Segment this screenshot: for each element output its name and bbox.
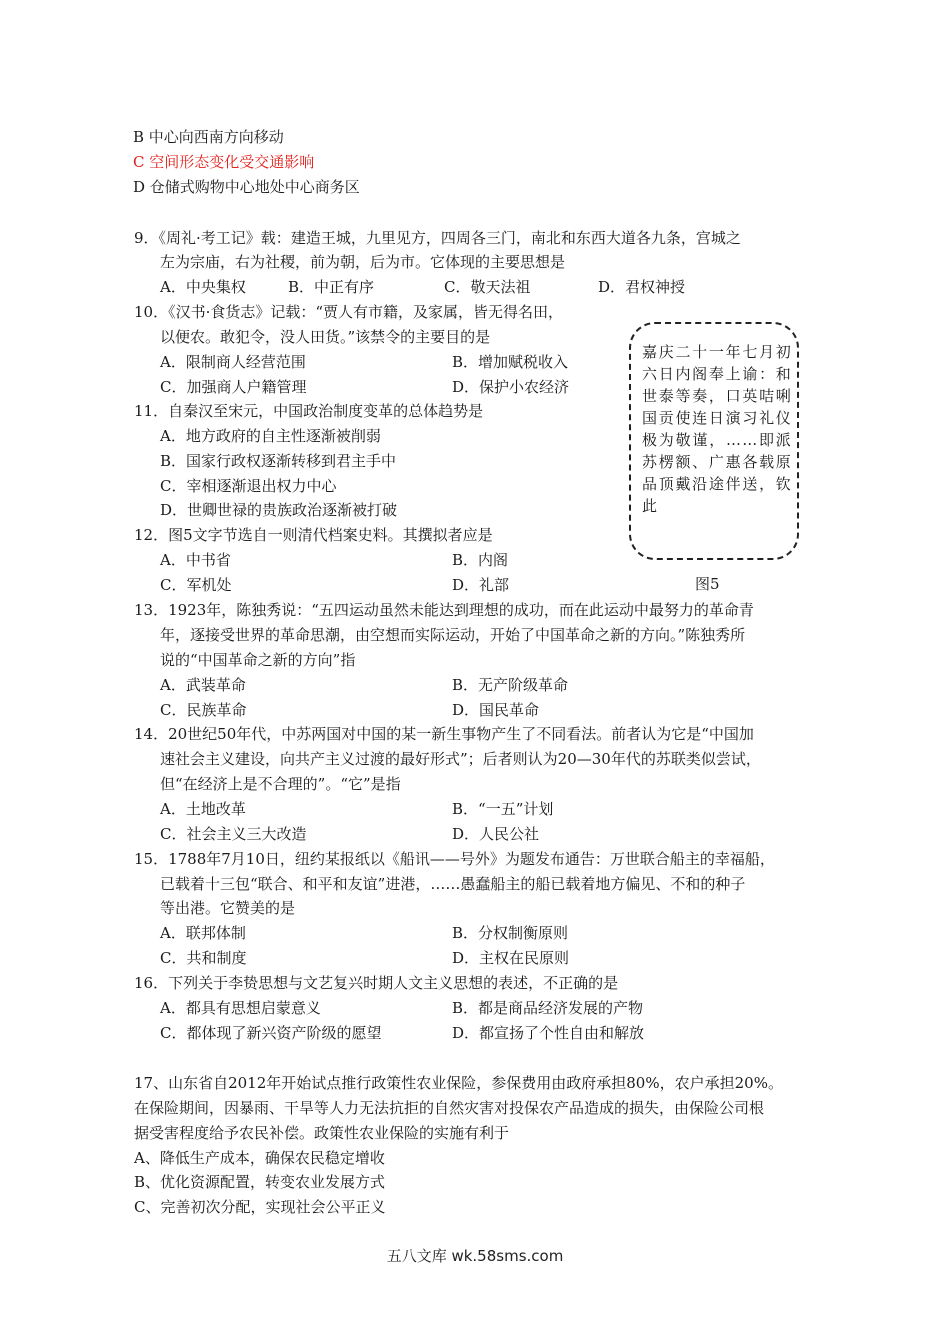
q11-stem: 11．自秦汉至宋元，中国政治制度变革的总体趋势是: [134, 402, 484, 420]
q17-option-a: A、降低生产成本，确保农民稳定增收: [134, 1149, 385, 1167]
q14-stem-line3: 但“在经济上是不合理的”。“它”是指: [160, 775, 401, 793]
q13-stem-line3: 说的“中国革命之新的方向”指: [160, 651, 356, 669]
prev-option-d: D 仓储式购物中心地处中心商务区: [133, 178, 360, 196]
q13-option-d: D．国民革命: [452, 701, 540, 719]
q12-option-d: D．礼部: [452, 576, 510, 594]
q12-option-b: B．内阁: [452, 551, 509, 569]
q13-stem-line1: 13．1923年，陈独秀说：“五四运动虽然未能达到理想的成功，而在此运动中最努力的革命青: [134, 601, 754, 619]
q15-option-c: C．共和制度: [160, 949, 247, 967]
q10-option-b: B．增加赋税收入: [452, 353, 569, 371]
q17-stem-line3: 据受害程度给予农民补偿。政策性农业保险的实施有利于: [134, 1124, 510, 1142]
q16-option-b: B．都是商品经济发展的产物: [452, 999, 644, 1017]
q13-option-b: B．无产阶级革命: [452, 676, 569, 694]
q11-option-c: C．宰相逐渐退出权力中心: [160, 477, 337, 495]
q10-stem-line1: 10．《汉书·食货志》记载：“贾人有市籍，及家属，皆无得名田，: [134, 303, 564, 321]
prev-option-c-highlighted: C 空间形态变化受交通影响: [133, 153, 315, 171]
q16-option-d: D．都宣扬了个性自由和解放: [452, 1024, 645, 1042]
q9-option-d: D．君权神授: [598, 278, 686, 296]
q15-option-b: B．分权制衡原则: [452, 924, 569, 942]
q13-option-a: A．武装革命: [160, 676, 246, 694]
q14-option-c: C．社会主义三大改造: [160, 825, 307, 843]
figure-5-label: 图5: [695, 575, 720, 593]
q14-stem-line2: 速社会主义建设，向共产主义过渡的最好形式”；后者则认为20—30年代的苏联类似尝试，: [160, 750, 761, 768]
prev-option-b: B 中心向西南方向移动: [133, 128, 284, 146]
q10-option-a: A．限制商人经营范围: [160, 353, 306, 371]
q11-option-a: A．地方政府的自主性逐渐被削弱: [160, 427, 381, 445]
q9-stem-line2: 左为宗庙，右为社稷，前为朝，后为市。它体现的主要思想是: [160, 253, 566, 271]
q11-option-d: D．世卿世禄的贵族政治逐渐被打破: [160, 501, 398, 519]
q14-option-b: B．“一五”计划: [452, 800, 554, 818]
q16-option-c: C．都体现了新兴资产阶级的愿望: [160, 1024, 382, 1042]
q10-option-c: C．加强商人户籍管理: [160, 378, 307, 396]
page-footer-watermark: 五八文库 wk.58sms.com: [386, 1247, 564, 1265]
q9-option-b: B．中正有序: [288, 278, 375, 296]
q17-option-b: B、优化资源配置，转变农业发展方式: [134, 1173, 386, 1191]
q14-option-a: A．土地改革: [160, 800, 246, 818]
q9-option-c: C．敬天法祖: [444, 278, 531, 296]
q15-stem-line3: 等出港。它赞美的是: [160, 899, 296, 917]
q10-option-d: D．保护小农经济: [452, 378, 570, 396]
q17-stem-line2: 在保险期间，因暴雨、干旱等人力无法抗拒的自然灾害对投保农产品造成的损失，由保险公司根: [134, 1099, 765, 1117]
q9-option-a: A．中央集权: [160, 278, 246, 296]
q15-stem-line1: 15．1788年7月10日，纽约某报纸以《船讯——号外》为题发布通告：万世联合船主的幸福船，: [134, 850, 775, 868]
q13-option-c: C．民族革命: [160, 701, 247, 719]
q11-option-b: B．国家行政权逐渐转移到君主手中: [160, 452, 397, 470]
q15-option-d: D．主权在民原则: [452, 949, 570, 967]
q15-option-a: A．联邦体制: [160, 924, 246, 942]
q15-stem-line2: 已载着十三包“联合、和平和友谊”进港，……愚蠢船主的船已载着地方偏见、不和的种子: [160, 875, 746, 893]
q14-stem-line1: 14．20世纪50年代，中苏两国对中国的某一新生事物产生了不同看法。前者认为它是“中国加: [134, 725, 754, 743]
q12-option-c: C．军机处: [160, 576, 232, 594]
q9-stem-line1: 9．《周礼·考工记》载：建造王城，九里见方，四周各三门，南北和东西大道各九条，宫城之: [134, 229, 741, 247]
q12-option-a: A．中书省: [160, 551, 231, 569]
q13-stem-line2: 年，逐接受世界的革命思潮，由空想而实际运动，开始了中国革命之新的方向。”陈独秀所: [160, 626, 746, 644]
q17-option-c: C、完善初次分配，实现社会公平正义: [134, 1198, 386, 1216]
q16-option-a: A．都具有思想启蒙意义: [160, 999, 321, 1017]
q10-stem-line2: 以便农。敢犯令，没人田货。”该禁令的主要目的是: [160, 328, 491, 346]
q16-stem: 16．下列关于李贽思想与文艺复兴时期人文主义思想的表述，不正确的是: [134, 974, 619, 992]
q14-option-d: D．人民公社: [452, 825, 540, 843]
q17-stem-line1: 17、山东省自2012年开始试点推行政策性农业保险，参保费用由政府承担80%，农户承担20%。: [134, 1074, 783, 1092]
q12-stem: 12．图5文字节选自一则清代档案史料。其撰拟者应是: [134, 526, 493, 544]
figure-5-text: 嘉庆二十一年七月初六日内阁奉上谕：和世泰等奏，口英咭唎国贡使连日演习礼仪极为敬谨，……即派苏楞额、广惠各载原品顶戴沿途伴送，钦此: [642, 343, 792, 515]
